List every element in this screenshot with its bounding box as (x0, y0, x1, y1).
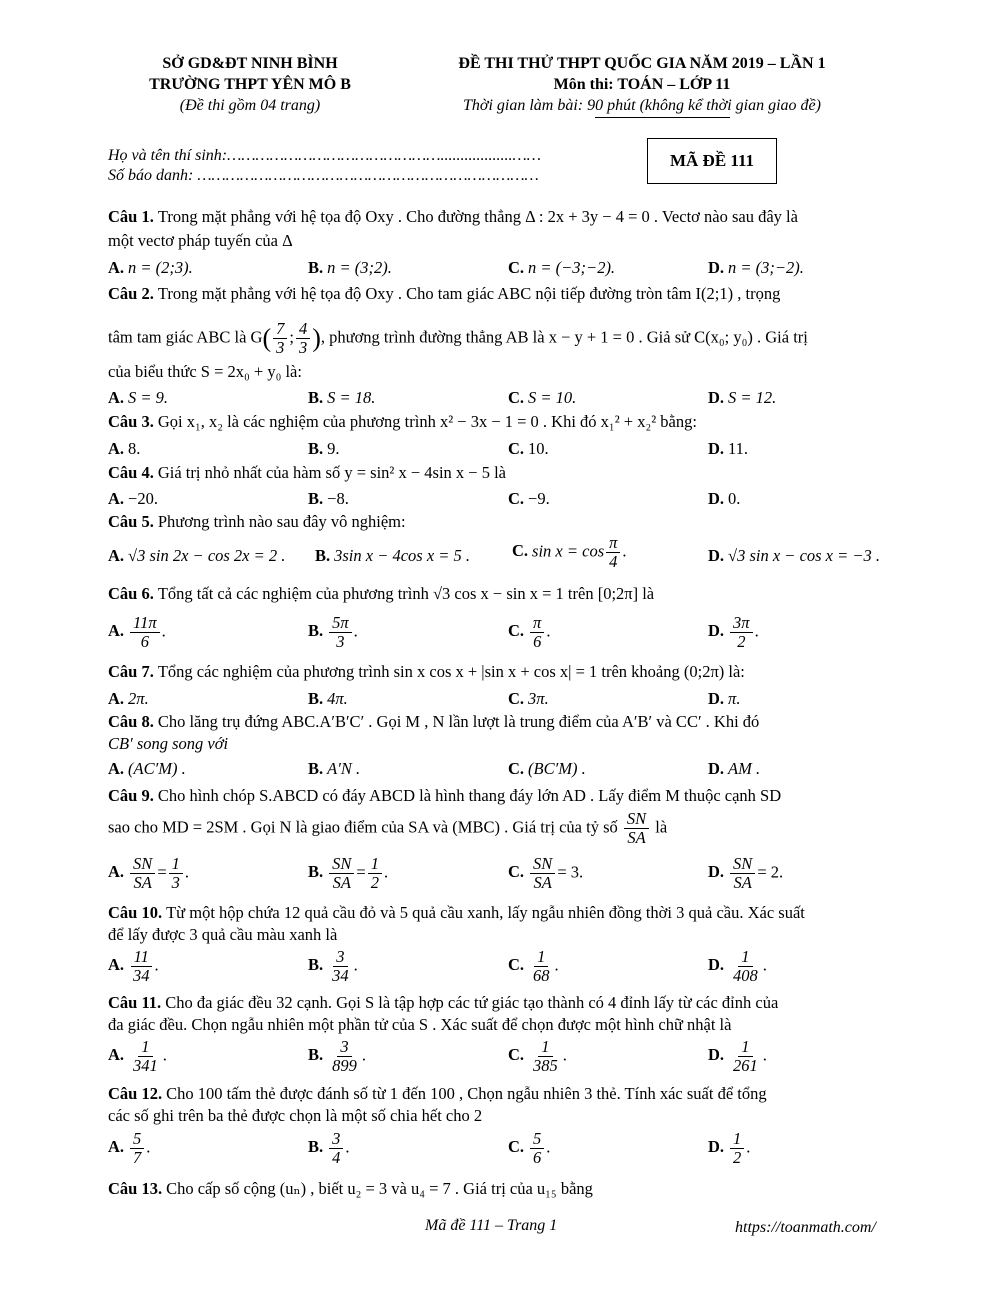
question-label: Câu 1. (108, 207, 154, 226)
answer-b: B. $\frac{SN}{SA}$ = $\frac{1}{2}$ . (308, 854, 389, 892)
answer-d: D. $\frac{1}{2}$ . (708, 1129, 751, 1167)
student-name-field: Họ và tên thí sinh:………………………………………..................…… (108, 147, 541, 164)
answer-b: B. S = 18. (308, 388, 376, 407)
answer-d: D. n = (3;−2). (708, 258, 804, 277)
answer-d: D. 11. (708, 439, 749, 458)
answer-b: B. 4π. (308, 689, 348, 708)
source-link[interactable]: https://toanmath.com/ (735, 1219, 876, 1236)
question-text-cont: các số ghi trên ba thẻ được chọn là một số chia hết cho 2 (108, 1106, 483, 1125)
answer-c: C. $\frac{1}{68}$ . (508, 947, 559, 985)
school-department: SỞ GD&ĐT NINH BÌNH (162, 55, 338, 72)
exam-subject: Môn thi: TOÁN – LỚP 11 (553, 76, 731, 93)
answer-c: C. $\frac{1}{385}$ . (508, 1037, 567, 1075)
answer-c: C. S = 10. (508, 388, 577, 407)
question-5: Câu 5. Phương trình nào sau đây vô nghiệm: (108, 512, 406, 531)
question-12: Câu 12. Cho 100 tấm thẻ được đánh số từ 1 đến 100 , Chọn ngẫu nhiên 3 thẻ. Tính xác suất để tổng (108, 1084, 767, 1103)
answer-a: A. n = (2;3). (108, 258, 193, 277)
question-7: Câu 7. Tổng các nghiệm của phương trình sin x cos x + |sin x + cos x| = 1 trên khoảng (0;2π) là: (108, 662, 745, 681)
school-name: TRƯỜNG THPT YÊN MÔ B (149, 76, 351, 93)
answer-b: B. 3sin x − 4cos x = 5 . (315, 546, 471, 565)
answer-a: A. 2π. (108, 689, 149, 708)
answer-c: C. $\frac{5}{6}$ . (508, 1129, 551, 1167)
question-1 (108, 207, 798, 227)
answer-c: C. 3π. (508, 689, 549, 708)
answer-d: D. $\frac{3\pi}{2}$ . (708, 613, 759, 651)
answer-d: D. $\frac{1}{408}$ . (708, 947, 767, 985)
answer-d: D. AM . (708, 759, 761, 778)
answer-d: D. $\frac{1}{261}$ . (708, 1037, 767, 1075)
question-text-cont: CB′ song song với (108, 734, 229, 753)
answer-d: D. $\frac{SN}{SA}$ = 2. (708, 854, 784, 892)
answer-d: D. √3 sin x − cos x = −3 . (708, 546, 881, 565)
answer-a: A. 8. (108, 439, 141, 458)
answer-c: C. 10. (508, 439, 549, 458)
exam-code: MÃ ĐỀ 111 (669, 151, 755, 170)
answer-c: C. n = (−3;−2). (508, 258, 616, 277)
answer-c: C. −9. (508, 489, 550, 508)
answer-b: B. n = (3;2). (308, 258, 392, 277)
answer-c: C. sin x = cos $\frac{\pi}{4}$ . (512, 533, 627, 571)
answer-b: B. A′N . (308, 759, 361, 778)
exam-title: ĐỀ THI THỬ THPT QUỐC GIA NĂM 2019 – LẦN 1 (458, 55, 826, 72)
answer-b: B. $\frac{3}{34}$ . (308, 947, 358, 985)
answer-a: A. $\frac{5}{7}$ . (108, 1129, 151, 1167)
question-text-cont: tâm tam giác ABC là G( $\frac{7}{3}$ ; $\frac{4}{3}$ ), phương trình đường thẳng AB là x − y + 1 = 0 . Giả sử C(x₀; y₀) . Giá trị (108, 319, 808, 357)
question-3: Câu 3. Gọi x₁, x₂ là các nghiệm của phương trình x² − 3x − 1 = 0 . Khi đó x₁² + x₂² bằng: (108, 412, 697, 431)
question-11: Câu 11. Cho đa giác đều 32 cạnh. Gọi S là tập hợp các tứ giác tạo thành có 4 đỉnh lấy từ các đỉnh của (108, 993, 779, 1012)
answer-a: A. $\frac{1}{341}$ . (108, 1037, 167, 1075)
exam-duration: Thời gian làm bài: 90 phút (không kể thời gian giao đề) (463, 97, 821, 114)
question-6: Câu 6. Tổng tất cả các nghiệm của phương trình √3 cos x − sin x = 1 trên [0;2π] là (108, 584, 655, 603)
student-id-field: Số báo danh: ……………………………………………………………… (108, 167, 539, 184)
question-13: Câu 13. Cho cấp số cộng (uₙ) , biết u₂ = 3 và u₄ = 7 . Giá trị của u₁₅ bằng (108, 1179, 593, 1198)
exam-code-box (647, 138, 777, 184)
question-text-cont: của biểu thức S = 2x₀ + y₀ là: (108, 362, 302, 381)
answer-d: D. π. (708, 689, 741, 708)
answer-a: A. S = 9. (108, 388, 169, 407)
page-count-note: (Đề thi gồm 04 trang) (179, 97, 321, 114)
header-underline (595, 117, 730, 118)
answer-c: C. $\frac{SN}{SA}$ = 3. (508, 854, 584, 892)
answer-a: A. (AC′M) . (108, 759, 186, 778)
question-text-cont: đa giác đều. Chọn ngẫu nhiên một phần tử của S . Xác suất để chọn được một hình chữ nhật là (108, 1015, 732, 1034)
answer-c: C. $\frac{\pi}{6}$ . (508, 613, 551, 651)
question-9: Câu 9. Cho hình chóp S.ABCD có đáy ABCD là hình thang đáy lớn AD . Lấy điểm M thuộc cạnh SD (108, 786, 782, 805)
answer-b: B. $\frac{3}{899}$ . (308, 1037, 367, 1075)
question-2: Câu 2. Trong mặt phẳng với hệ tọa độ Oxy . Cho tam giác ABC nội tiếp đường tròn tâm I(2;1) , trọng (108, 284, 781, 303)
question-8: Câu 8. Cho lăng trụ đứng ABC.A′B′C′ . Gọi M , N lần lượt là trung điểm của A′B′ và CC′ . Khi đó (108, 712, 760, 731)
page-footer-code: Mã đề 111 – Trang 1 (425, 1217, 558, 1234)
answer-b: B. $\frac{3}{4}$ . (308, 1129, 350, 1167)
answer-d: D. S = 12. (708, 388, 777, 407)
question-text-cont: một vectơ pháp tuyến của Δ (108, 231, 293, 250)
answer-d: D. 0. (708, 489, 741, 508)
question-text-cont: sao cho MD = 2SM . Gọi N là giao điểm của SA và (MBC) . Giá trị của tỷ số $\frac{SN}{SA}$ là (108, 809, 668, 847)
answer-a: A. $\frac{11\pi}{6}$ . (108, 613, 166, 651)
answer-b: B. $\frac{5\pi}{3}$ . (308, 613, 358, 651)
question-4: Câu 4. Giá trị nhỏ nhất của hàm số y = sin² x − 4sin x − 5 là (108, 463, 506, 482)
question-text-cont: để lấy được 3 quả cầu màu xanh là (108, 925, 338, 944)
answer-a: A. −20. (108, 489, 158, 508)
answer-b: B. 9. (308, 439, 340, 458)
question-10: Câu 10. Từ một hộp chứa 12 quả cầu đỏ và 5 quả cầu xanh, lấy ngẫu nhiên đồng thời 3 quả cầu. Xác suất (108, 903, 805, 922)
answer-b: B. −8. (308, 489, 349, 508)
question-text: Trong mặt phẳng với hệ tọa độ Oxy . Cho đường thẳng Δ : 2x + 3y − 4 = 0 . Vectơ nào sau đây là (157, 207, 798, 226)
answer-a: A. $\frac{SN}{SA}$ = $\frac{1}{3}$ . (108, 854, 189, 892)
answer-a: A. √3 sin 2x − cos 2x = 2 . (108, 546, 286, 565)
answer-c: C. (BC′M) . (508, 759, 586, 778)
answer-a: A. $\frac{11}{34}$ . (108, 947, 159, 985)
